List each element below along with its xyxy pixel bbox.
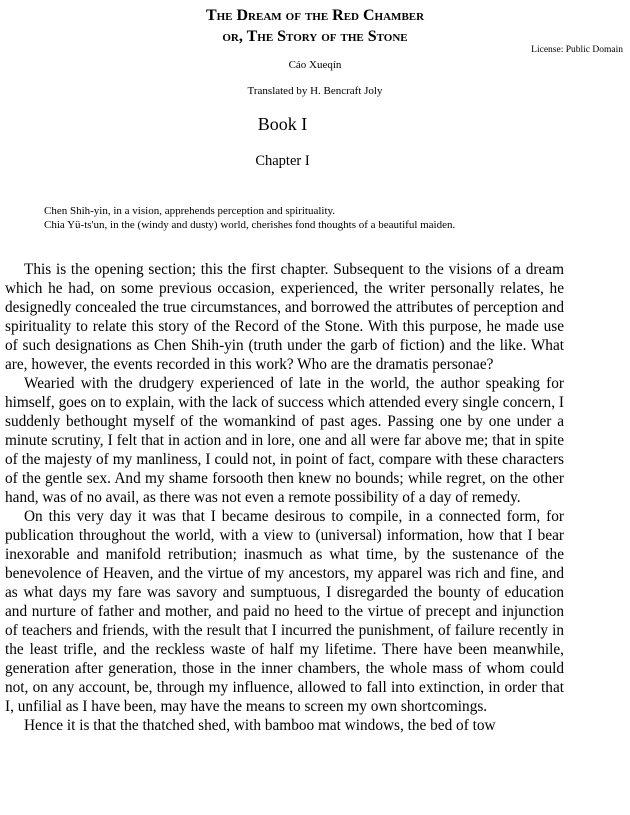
chapter-body [5, 260, 564, 735]
chapter-summary [44, 204, 604, 232]
paragraph: On this very day it was that I became desirous to compile, in a connected form, for publication throughout the world, with a view to (universal) information, how that I bear inexorable and manifold retribution; inasmuch as what time, by the sustenance of the benevolence of Heaven, and the virtue of my ancestors, my apparel was rich and fine, and as what days my fare was savory and sumptuous, I disregarded the bounty of education and nurture of father and mother, and paid no heed to the virtue of precept and injunction of teachers and friends, with the result that I incurred the punishment, of failure recently in the least trifle, and the reckless waste of half my lifetime. There have been meanwhile, generation after generation, those in the inner chambers, the whole mass of whom could not, on any account, be, through my influence, allowed to fall into extinction, in order that I, unfilial as I have been, may have the means to screen my own shortcomings. [5, 508, 564, 715]
book-heading: Book I [257, 114, 308, 134]
chapter-heading: Chapter I [255, 153, 310, 169]
book-title: The Dream of the Red Chamber [205, 7, 425, 24]
paragraph: Wearied with the drudgery experienced of late in the world, the author speaking for himself, goes on to explain, with the lack of success which attended every single concern, I suddenly bethought myself of the womankind of past ages. Passing one by one under a minute scrutiny, I felt that in action and in lore, one and all were far above me; that in spite of the majesty of my manliness, I could not, in point of fact, compare with these characters of the gentle sex. And my shame forsooth then knew no bounds; while regret, on the other hand, was of no avail, as there was not even a remote possibility of a day of remedy. [5, 375, 564, 506]
book-subtitle: or, The Story of the Stone [222, 28, 408, 45]
license-note: License: Public Domain [531, 45, 623, 55]
paragraph: Hence it is that the thatched shed, with bamboo mat windows, the bed of tow [24, 717, 496, 734]
paragraph: This is the opening section; this the first chapter. Subsequent to the visions of a dream which he had, on some previous occasion, experienced, the writer personally relates, he designedly concealed the true circumstances, and borrowed the attributes of perception and spirituality to relate this story of the Record of the Stone. With this purpose, he made use of such designations as Chen Shih-yin (truth under the garb of fiction) and the like. What are, however, the events recorded in this work? Who are the dramatis personae? [5, 261, 564, 373]
translator-credit: Translated by H. Bencraft Joly [247, 85, 383, 97]
summary-line: Chia Yü-ts'un, in the (windy and dusty) world, cherishes fond thoughts of a beautiful maiden. [44, 219, 456, 231]
summary-line: Chen Shih-yin, in a vision, apprehends perception and spirituality. [44, 205, 336, 217]
author-name: Cáo Xueqín [288, 59, 342, 71]
